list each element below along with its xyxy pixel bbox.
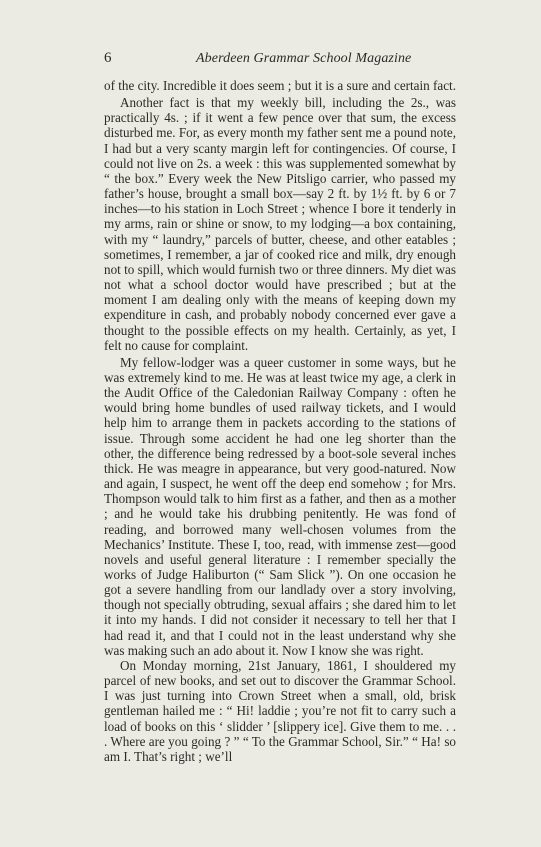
body-text: [104, 78, 456, 764]
running-title: Aberdeen Grammar School Magazine: [196, 51, 412, 66]
page-number: 6: [104, 50, 112, 66]
paragraph-fellow-lodger: My fellow-lodger was a queer customer in some ways, but he was extremely kind to me. He was at least twice my age, a clerk in the Audit Office of the Caledonian Railway Company : often he would bring home bundles of used railway tickets, and I would help him to arrange them in packets according to the stations of issue. Through some accident he had one leg shorter than the other, the difference being redressed by a boot-sole several inches thick. He was meagre in appearance, but very good-natured. Now and again, I suspect, he went off the deep end somehow ; for Mrs. Thompson would talk to him first as a father, and then as a mother ; and he would take his drubbing penitently. He was fond of reading, and borrowed many well-chosen volumes from the Mechanics’ Institute. These I, too, read, with immense zest—good novels and useful general literature : I remember specially the works of Judge Haliburton (“ Sam Slick ”). On one occasion he got a severe handling from our landlady over a story involving, though not specially obtruding, sexual affairs ; she dared him to let it into my hands. I did not consider it necessary to tell her that I had read it, and that I could not in the least understand why she was making such an ado about it. Now I know she was right.: [104, 354, 456, 658]
paragraph-weekly-bill: Another fact is that my weekly bill, including the 2s., was practically 4s. ; if it went a few pence over that sum, the excess disturbed me. For, as every month my father sent me a pound note, I had but a very scanty margin left for contingencies. Of course, I could not live on 2s. a week : this was supplemented somewhat by “ the box.” Every week the New Pitsligo carrier, who passed my father’s house, brought a small box—say 2 ft. by 1½ ft. by 6 or 7 inches—to his station in Loch Street ; whence I bore it tenderly in my arms, rain or shine or snow, to my lodging—a box containing, with my “ laundry,” parcels of butter, cheese, and other eatables ; sometimes, I remember, a jar of cooked rice and milk, dry enough not to spill, which would furnish two or three dinners. My diet was not what a school doctor would have prescribed ; but at the moment I am dealing only with the means of keeping down my expenditure in cash, and probably nobody concerned ever gave a thought to the possible effects on my health. Certainly, as yet, I felt no cause for complaint.: [104, 95, 456, 353]
paragraph-monday-morning: On Monday morning, 21st January, 1861, I shouldered my parcel of new books, and set out to discover the Grammar School. I was just turning into Crown Street when a small, old, brisk gentleman hailed me : “ Hi! laddie ; you’re not fit to carry such a load of books on this ‘ slidder ’ [slippery ice]. Give them to me. . . . Where are you going ? ” “ To the Grammar School, Sir.” “ Ha! so am I. That’s right ; we’ll: [104, 657, 456, 764]
page-header: [104, 50, 456, 70]
paragraph-continuation: of the city. Incredible it does seem ; but it is a sure and certain fact.: [104, 78, 456, 93]
